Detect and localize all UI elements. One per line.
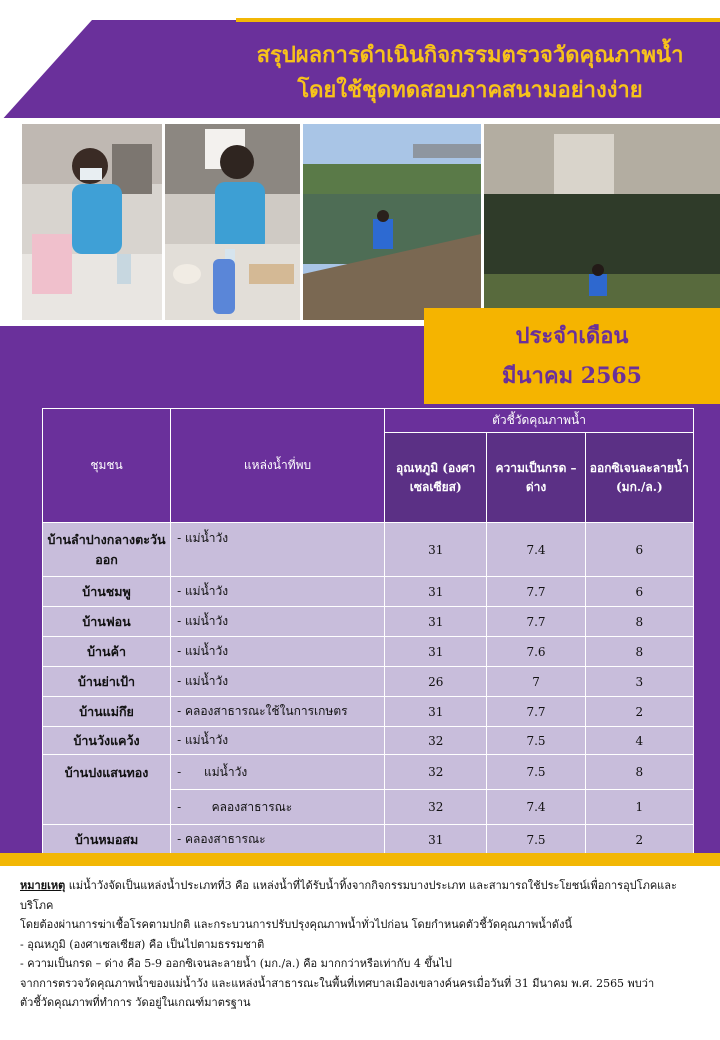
cell-ph: 7.7 — [487, 697, 585, 727]
cell-do: 6 — [585, 577, 693, 607]
table-row — [43, 697, 694, 727]
cell-do: 8 — [585, 755, 693, 790]
cell-temp: 31 — [385, 637, 487, 667]
cell-do: 1 — [585, 790, 693, 825]
table-row — [43, 607, 694, 637]
cell-community: บ้านฟอน — [43, 607, 171, 637]
banner-corner-cut — [0, 0, 110, 122]
cell-ph: 7.5 — [487, 825, 585, 855]
cell-ph: 7.4 — [487, 523, 585, 577]
table-row — [43, 637, 694, 667]
cell-temp: 32 — [385, 755, 487, 790]
cell-source: - แม่น้ำวัง — [171, 637, 385, 667]
cell-source: - แม่น้ำวัง — [171, 727, 385, 755]
note-line-2: โดยต้องผ่านการฆ่าเชื้อโรคตามปกติ และกระบวนการปรับปรุงคุณภาพน้ำทั่วไปก่อน โดยกำหนดตัวชี้วัดคุณภาพน้ำดังนี้ — [20, 918, 572, 931]
cell-community: บ้านวังแคว้ง — [43, 727, 171, 755]
header-temperature: อุณหภูมิ (องศาเซลเซียส) — [385, 433, 487, 523]
title-line-1: สรุปผลการดำเนินกิจกรรมตรวจวัดคุณภาพน้ำ — [256, 42, 684, 68]
table-row — [43, 523, 694, 577]
cell-source: - แม่น้ำวัง — [171, 577, 385, 607]
cell-community: บ้านลำปางกลางตะวันออก — [43, 523, 171, 577]
photo-strip — [0, 118, 720, 326]
cell-community: บ้านค้า — [43, 637, 171, 667]
header-indicators: ตัวชี้วัดคุณภาพน้ำ — [385, 409, 694, 433]
cell-temp: 31 — [385, 577, 487, 607]
period-label: ประจำเดือน — [515, 323, 629, 349]
cell-ph: 7 — [487, 667, 585, 697]
note-line-1-text: แม่น้ำวังจัดเป็นแหล่งน้ำประเภทที่3 คือ แหล่งน้ำที่ได้รับน้ำทิ้งจากกิจกรรมบางประเภท และสามารถใช้ประโยชน์เพื่อการอุปโภคและบริโภค — [20, 879, 677, 912]
cell-temp: 31 — [385, 697, 487, 727]
header-community: ชุมชน — [43, 409, 171, 523]
table-row — [43, 825, 694, 855]
cell-source: - แม่น้ำวัง — [171, 523, 385, 577]
photo-canal — [484, 124, 720, 320]
period-month: มีนาคม 2565 — [501, 363, 642, 389]
cell-source: - คลองสาธารณะ — [171, 790, 385, 825]
cell-community: บ้านปงแสนทอง — [43, 755, 171, 825]
photo-river-boat — [303, 124, 481, 320]
note-section — [20, 876, 710, 1013]
page-title — [230, 38, 710, 108]
table-row — [43, 577, 694, 607]
photo-lab-testing-1 — [22, 124, 162, 320]
cell-do: 8 — [585, 607, 693, 637]
cell-do: 2 — [585, 825, 693, 855]
table-row — [43, 727, 694, 755]
table-row — [43, 667, 694, 697]
cell-ph: 7.5 — [487, 727, 585, 755]
cell-temp: 26 — [385, 667, 487, 697]
cell-community: บ้านย่าเป้า — [43, 667, 171, 697]
cell-do: 6 — [585, 523, 693, 577]
note-line-5: จากการตรวจวัดคุณภาพน้ำของแม่น้ำวัง และแหล่งน้ำสาธารณะในพื้นที่เทศบาลเมืองเขลางค์นครเมื่อวันที่ 31 มีนาคม พ.ศ. 2565 พบว่า — [20, 976, 655, 990]
cell-temp: 32 — [385, 727, 487, 755]
header-ph: ความเป็นกรด – ด่าง — [487, 433, 585, 523]
cell-ph: 7.6 — [487, 637, 585, 667]
header-dissolved-oxygen: ออกซิเจนละลายน้ำ (มก./ล.) — [585, 433, 693, 523]
period-box — [424, 308, 720, 404]
cell-source: - แม่น้ำวัง — [171, 755, 385, 790]
cell-source: - คลองสาธารณะ — [171, 825, 385, 855]
cell-do: 3 — [585, 667, 693, 697]
footer-gold-stripe — [0, 853, 720, 866]
cell-community: บ้านหมอสม — [43, 825, 171, 855]
cell-source: - แม่น้ำวัง — [171, 667, 385, 697]
photo-lab-testing-2 — [165, 124, 300, 320]
table-row — [43, 755, 694, 790]
water-quality-table — [42, 408, 694, 855]
cell-ph: 7.7 — [487, 577, 585, 607]
cell-ph: 7.7 — [487, 607, 585, 637]
cell-source: - แม่น้ำวัง — [171, 607, 385, 637]
note-line-1 — [20, 876, 710, 915]
cell-community: บ้านชมพู — [43, 577, 171, 607]
note-line-6: ตัวชี้วัดคุณภาพที่ทำการ วัดอยู่ในเกณฑ์มาตรฐาน — [20, 996, 251, 1009]
note-heading: หมายเหตุ — [20, 879, 66, 892]
cell-temp: 31 — [385, 607, 487, 637]
cell-temp: 31 — [385, 825, 487, 855]
cell-do: 2 — [585, 697, 693, 727]
header-source: แหล่งน้ำที่พบ — [171, 409, 385, 523]
cell-do: 4 — [585, 727, 693, 755]
cell-temp: 31 — [385, 523, 487, 577]
cell-temp: 32 — [385, 790, 487, 825]
note-line-3: - อุณหภูมิ (องศาเซลเซียส) คือ เป็นไปตามธรรมชาติ — [20, 937, 265, 951]
cell-do: 8 — [585, 637, 693, 667]
cell-source: - คลองสาธารณะใช้ในการเกษตร — [171, 697, 385, 727]
note-line-4: - ความเป็นกรด – ด่าง คือ 5-9 ออกซิเจนละลายน้ำ (มก./ล.) คือ มากกว่าหรือเท่ากับ 4 ขึ้นไป — [20, 957, 452, 970]
cell-ph: 7.4 — [487, 790, 585, 825]
title-line-2: โดยใช้ชุดทดสอบภาคสนามอย่างง่าย — [297, 77, 643, 103]
cell-community: บ้านแม่กึย — [43, 697, 171, 727]
cell-ph: 7.5 — [487, 755, 585, 790]
